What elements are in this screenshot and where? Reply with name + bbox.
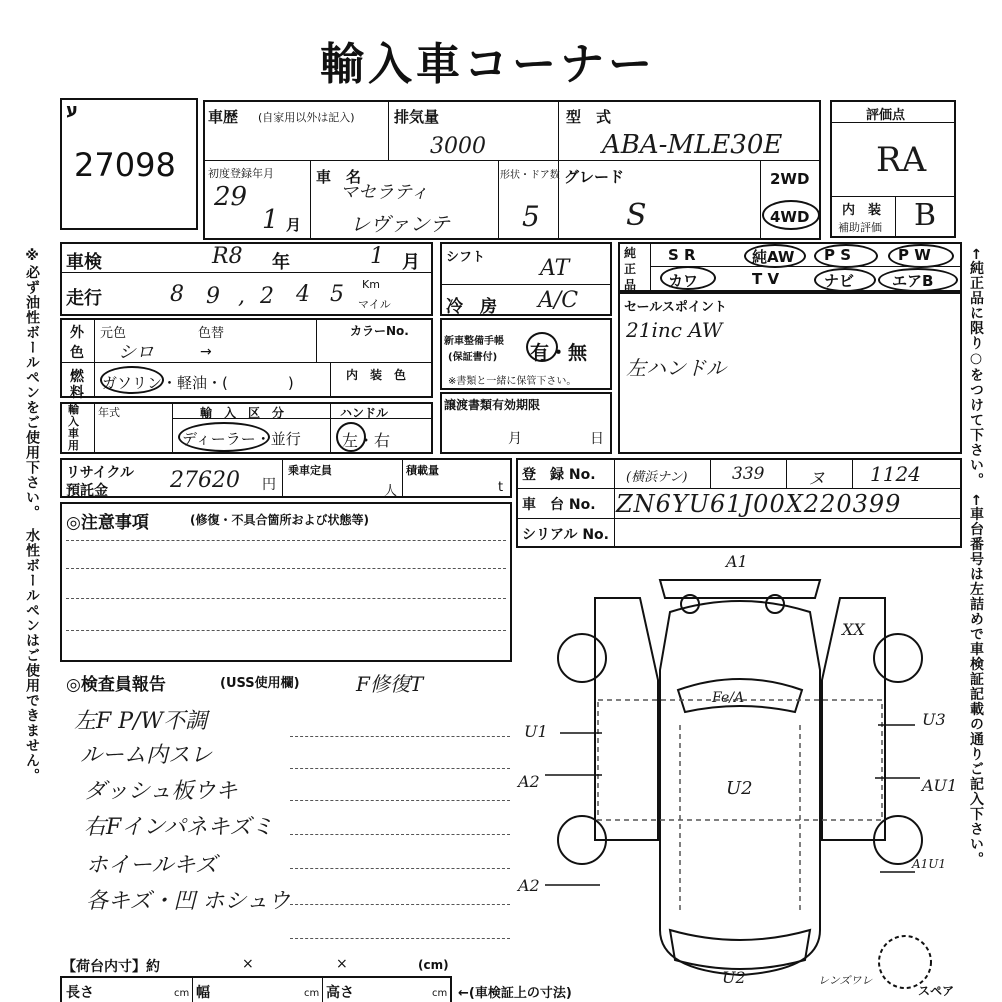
option-airbag: エアB xyxy=(892,272,934,290)
mileage-digit: 9 xyxy=(206,284,220,309)
page-title: 輸入車コーナー xyxy=(320,39,656,90)
load-label: 積載量 xyxy=(406,464,439,477)
option-circle xyxy=(814,244,878,268)
fuel-options: ガソリン・軽油・( ) xyxy=(102,374,294,392)
score-value: RA xyxy=(876,140,927,180)
mileage-digit: 8 xyxy=(170,282,184,307)
cargo-cert-note: ←(車検証上の寸法) xyxy=(458,986,572,1001)
notes-label: ◎注意事項 xyxy=(66,513,149,533)
model-label: 型 式 xyxy=(566,108,612,126)
transfer-month: 月 xyxy=(508,431,522,447)
cargo-cm: cm xyxy=(174,988,190,999)
warranty-yes-circle xyxy=(526,332,558,362)
handle-label: ハンドル xyxy=(340,406,389,420)
drive-2wd: 2WD xyxy=(770,170,810,188)
damage-mark: U3 xyxy=(922,710,946,729)
damage-mark: A2 xyxy=(518,876,540,895)
options-label2: 正 xyxy=(624,262,637,276)
option-circle xyxy=(878,268,958,292)
doors-label: 形状・ドア数 xyxy=(500,170,560,181)
import-type-circle xyxy=(178,422,270,452)
orig-color-label: 元色 xyxy=(100,326,127,341)
damage-mark: U1 xyxy=(524,722,548,741)
option-circle xyxy=(744,244,806,268)
transfer-day: 日 xyxy=(590,431,604,447)
fuel-circle xyxy=(100,366,164,394)
mileage-digit: 2 xyxy=(260,284,274,309)
options-label1: 純 xyxy=(624,246,637,260)
warranty-note: ※書類と一緒に保管下さい。 xyxy=(448,376,577,387)
option-ps: P S xyxy=(824,246,852,264)
cargo-width: 幅 xyxy=(196,985,210,1001)
shaken-month-unit: 月 xyxy=(402,252,420,273)
side-note-right-2: ←車台番号は左詰めで車検証記載の通りご記入下さい。 xyxy=(968,494,984,867)
interior-label1: 内 装 xyxy=(842,203,882,218)
mile-label: マイル xyxy=(358,298,391,311)
score-label: 評価点 xyxy=(866,108,906,123)
car-name-line2: レヴァンテ xyxy=(350,212,450,236)
report-line: 各キズ・凹 ホシュウ xyxy=(86,889,291,914)
option-tv: T V xyxy=(752,270,780,288)
recycle-amount: 27620 xyxy=(170,468,240,493)
damage-mark: XX xyxy=(842,620,865,639)
spare-label: スペア xyxy=(918,984,955,998)
color-code-label: カラーNo. xyxy=(350,324,409,338)
damage-mark: A1U1 xyxy=(912,857,947,871)
handle-options: 左・右 xyxy=(342,431,391,450)
report-line: ルーム内スレ xyxy=(80,743,213,768)
option-navi: ナビ xyxy=(824,272,855,290)
warranty-label2: (保証書付) xyxy=(448,352,498,363)
mileage-digit: 5 xyxy=(330,282,344,307)
option-pw: P W xyxy=(898,246,931,264)
reg-year: 29 xyxy=(214,182,248,212)
shift-value: AT xyxy=(540,256,570,281)
drive-4wd-circle xyxy=(762,200,820,230)
handle-left-circle xyxy=(336,422,366,452)
interior-value: B xyxy=(914,198,937,233)
fuel-label2: 料 xyxy=(70,385,84,401)
shaken-era: R8 xyxy=(212,244,243,269)
recycle-label2: 預託金 xyxy=(66,483,108,499)
color-label2: 色 xyxy=(70,345,84,361)
cargo-frame xyxy=(60,976,452,1002)
damage-mark: Fe/A xyxy=(712,690,745,706)
grade-label: グレード xyxy=(564,168,625,186)
cargo-height: 高さ xyxy=(326,985,354,1001)
interior-label2: 補助評価 xyxy=(838,221,882,234)
option-circle xyxy=(888,244,954,268)
car-name-line1: マセラティ xyxy=(340,182,429,203)
lot-corner-mark: ע xyxy=(66,100,78,121)
report-extra: F修復T xyxy=(356,672,424,696)
mileage-digits xyxy=(156,280,356,314)
side-note-right-1: ←純正品に限り○をつけて下さい。 xyxy=(968,248,984,488)
change-color-label: 色替 xyxy=(198,326,225,341)
import-label: 輸入車用 xyxy=(68,403,79,452)
shaken-label: 車検 xyxy=(66,252,102,273)
option-aw: 純AW xyxy=(752,248,795,266)
cargo-unit: (cm) xyxy=(418,958,449,972)
lot-box xyxy=(60,98,198,230)
report-line: 左F P/W不調 xyxy=(74,709,208,734)
warranty-label: 新車整備手帳 xyxy=(444,336,504,347)
shift-label: シフト xyxy=(446,250,486,265)
lot-number: 27098 xyxy=(74,146,176,184)
cargo-cm: cm xyxy=(432,988,448,999)
notes-sub: (修復・不具合箇所および状態等) xyxy=(190,513,369,527)
shaken-year-unit: 年 xyxy=(272,252,290,273)
sales-point-label: セールスポイント xyxy=(624,300,727,315)
shaken-month: 1 xyxy=(370,244,384,269)
mileage-digit: 4 xyxy=(296,282,310,307)
report-line: ダッシュ板ウキ xyxy=(84,779,238,804)
import-type-options: ディーラー・並行 xyxy=(182,430,301,448)
orig-color-value: シロ xyxy=(118,342,154,363)
color-label1: 外 xyxy=(70,325,84,341)
sales-point-line1: 21inc AW xyxy=(626,318,723,342)
serial-label: シリアル No. xyxy=(522,527,609,543)
reg-month-unit: 月 xyxy=(286,216,302,234)
chassis-label: 車 台 No. xyxy=(522,497,596,513)
reg-month: 1 xyxy=(262,205,279,235)
cargo-label: 【荷台内寸】約 xyxy=(62,959,160,975)
options-label3: 品 xyxy=(624,278,637,292)
ac-value: A/C xyxy=(538,288,579,313)
damage-mark: A2 xyxy=(518,772,540,791)
doors-value: 5 xyxy=(522,200,540,233)
sales-point-line2: 左ハンドル xyxy=(626,356,726,380)
report-sub: (USS使用欄) xyxy=(220,676,300,691)
warranty-yes-no: 有・無 xyxy=(530,342,588,364)
recycle-label1: リサイクル xyxy=(66,465,135,481)
car-name-label: 車 名 xyxy=(316,168,362,186)
damage-mark: U2 xyxy=(722,968,746,987)
import-type-label: 輸 入 区 分 xyxy=(200,406,285,420)
displacement-label: 排気量 xyxy=(394,108,440,126)
reg-no-part: ヌ xyxy=(808,469,825,489)
import-year-label: 年式 xyxy=(98,406,120,419)
cargo-x2: × xyxy=(336,956,348,972)
mileage-digit: , xyxy=(238,284,245,309)
cargo-cm: cm xyxy=(304,988,320,999)
recycle-unit: 円 xyxy=(262,477,276,493)
load-unit: t xyxy=(498,480,504,495)
reg-label: 初度登録年月 xyxy=(208,167,274,180)
report-line: 右Fインパネキズミ xyxy=(84,815,274,840)
car-diagram xyxy=(520,550,960,990)
report-label: ◎検査員報告 xyxy=(66,675,166,695)
transfer-label: 譲渡書類有効期限 xyxy=(444,398,541,412)
option-sr: S R xyxy=(668,246,696,264)
reg-no-part: 1124 xyxy=(870,462,921,486)
reg-no-label: 登 録 No. xyxy=(522,467,596,483)
fuel-label1: 燃 xyxy=(70,369,84,385)
color-arrow: → xyxy=(200,344,212,360)
ac-label: 冷 房 xyxy=(446,297,497,317)
displacement-value: 3000 xyxy=(430,134,486,159)
history-note: (自家用以外は記入) xyxy=(258,111,355,124)
damage-mark: レンズワレ xyxy=(818,974,873,987)
km-label: Km xyxy=(362,278,380,291)
option-circle xyxy=(814,268,876,292)
damage-mark: U2 xyxy=(726,778,753,799)
cargo-x1: × xyxy=(242,956,254,972)
capacity-unit: 人 xyxy=(384,484,398,499)
mileage-label: 走行 xyxy=(66,288,102,309)
chassis-value: ZN6YU61J00X220399 xyxy=(616,490,902,518)
option-circle xyxy=(660,266,716,290)
reg-no-part: 339 xyxy=(732,464,765,484)
drive-4wd: 4WD xyxy=(770,208,810,226)
side-note-left: ※必ず油性ボールペンをご使用下さい。 水性ボールペンはご使用できません。 xyxy=(24,248,40,783)
reg-no-part: (横浜ナン) xyxy=(626,470,688,485)
report-line: ホイールキズ xyxy=(86,853,218,878)
history-label: 車歴 xyxy=(208,108,239,126)
option-leather: カワ xyxy=(668,272,699,290)
capacity-label: 乗車定員 xyxy=(288,464,332,477)
cargo-length: 長さ xyxy=(66,985,94,1001)
model-value: ABA-MLE30E xyxy=(602,130,783,160)
interior-color-label: 内 装 色 xyxy=(346,368,407,382)
damage-mark: AU1 xyxy=(922,776,958,795)
damage-mark: A1 xyxy=(726,552,748,571)
grade-value: S xyxy=(626,198,647,233)
